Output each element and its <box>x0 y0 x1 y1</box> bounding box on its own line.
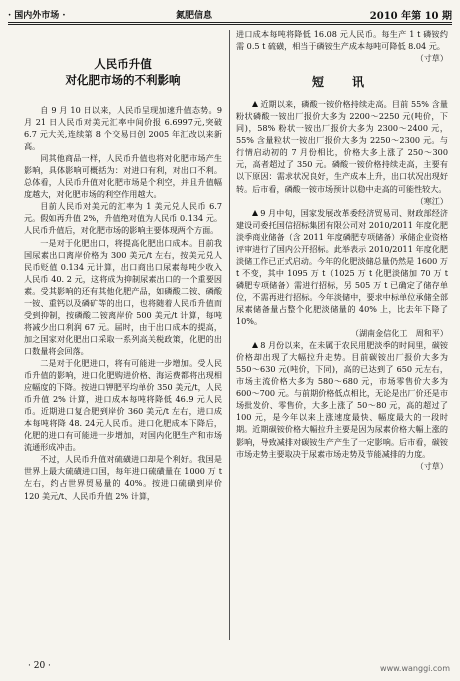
news-source: （寒江） <box>415 195 448 206</box>
journal-name: 氮肥信息 <box>176 11 213 21</box>
header-rule-double <box>8 24 452 25</box>
article-continuation: 进口成本每吨将降低 16.08 元人民币。每生产 1 t 磷铵约需 0.5 t 硫磺，相当于磷铵生产成本每吨可降低 8.04 元。 <box>236 29 448 52</box>
header-rule <box>8 22 452 23</box>
triangle-bullet-icon <box>252 101 258 107</box>
page-header <box>8 6 452 20</box>
watermark: www.wanggi.com <box>380 664 450 673</box>
article-paragraph: 不过，人民币升值对硫磺进口却是个利好。我国是世界上最大硫磺进口国，每年进口硫磺量在 1000 万 t 左右，约占世界贸易量的 40%。按进口硫磺到岸价 120 美元/t、人民币升值 2% 计算， <box>24 454 222 501</box>
article-source: （寸草） <box>415 53 448 64</box>
page-number: · 20 · <box>28 661 51 671</box>
news-item <box>236 98 448 194</box>
article-paragraph: 二是对于化肥进口，将有可能进一步增加。受人民币升值的影响，进口化肥购进价格、海运费都将出现相应幅度的下降。按进口钾肥平均单价 350 美元/t，人民币升值 2% 计算，进口成本每吨将降低 46.9 元人民币。近期进口复合肥到岸价 360 美元/t 左右，进口成本每吨将降 48. 24元人民币。进口化肥成本下降后，化肥的进口有可能进一步增加，对国内化肥生产和市场流通形成冲击。 <box>24 357 222 453</box>
article-paragraph: 目前人民币对美元的汇率为 1 美元兑人民币 6.7 元。假如再升值 2%，升值绝对值为人民币 0.134 元。人民币升值后，对化肥市场的影响主要体现两个方面。 <box>24 201 222 236</box>
news-item <box>236 339 448 459</box>
news-section-title: 短 讯 <box>311 75 372 90</box>
triangle-bullet-icon <box>252 342 258 348</box>
news-text: 9 月中旬，国家发展改革委经济贸易司、财政部经济建设司委托国信招标集团有限公司对 2010/2011 年度化肥淡季商业储备（含 2011 年度磷肥专项储备）承储企业资格评审进行了国内公开招标。此举表示 2010/2011 年度化肥淡储工作已正式启动。今年的化肥淡储总量仍然是 1600 万 t 不变，其中 1095 万 t（1025 万 t 化肥淡储加 70 万 t 磷肥专项储备）需进行招标，另 505 万 t 已确定了储存单位，不需再进行招标。今年淡储中，要求中标单位承储全部尿素储备量占整个化肥淡储量的 40% 上，比去年下降了 10%。 <box>236 207 448 327</box>
section-label: · 国内外市场 · <box>8 11 66 21</box>
news-source: （寸草） <box>415 460 448 471</box>
news-item <box>236 207 448 327</box>
news-source: （湖南金信化工 周和平） <box>350 328 448 339</box>
column-divider <box>229 30 230 640</box>
article-paragraph: 一是对于化肥出口，将提高化肥出口成本。目前我国尿素出口离岸价格为 300 美元/t 左右，按美元兑人民币贬值 0.134 元计算，出口商出口尿素每吨少收入人民币 40. 2 元，这将成为抑制尿素出口的一个重要因素。受其影响的还有其他化肥产品，如磷酸二铵、磷酸一铵、重钙以及磷矿等的出口，也将随着人民币升值而受到抑制，按磷酸二铵离岸价 500 美元/t 计算，每吨将减少出口利润 67 元。届时，由于出口成本的提高，加之国家对化肥出口采取一系列高关税政策，化肥的出口数量将会回落。 <box>24 237 222 356</box>
news-text: 近期以来，磷酸一铵价格持续走高。目前 55% 含量粉状磷酸一铵出厂报价大多为 2200～2250 元(吨价，下同)，58% 粉状一铵出厂报价大多为 2300～2400 元，55% 含量粒状一铵出厂报价大多为 2250～2300 元。与行情启动初的 7 月份相比，价格大多上涨了 250～300 元，高者超过了 350 元。磷酸一铵价格持续走高，主要有以下原因：需求状况良好，生产成本上升，出口状况出现好转。后市看，磷酸一铵市场预计以稳中走高的可能性较大。 <box>236 99 448 194</box>
article-column <box>24 28 222 502</box>
triangle-bullet-icon <box>252 210 258 216</box>
article-paragraph: 自 9 月 10 日以来，人民币呈现加速升值态势。9 月 21 日人民币对美元汇率中间价报 6.6997元,突破 6.7 元大关,连续第 8 个交易日创 2005 年汇改以来新高。 <box>24 105 222 152</box>
news-text: 8 月份以来，在未属于农民用肥淡季的时间里，碳铵价格却出现了大幅拉升走势。目前碳铵出厂报价大多为 550～630 元(吨价，下同)，高的已达到了 650 元左右，市场主流价格大多为 580～680 元，市场零售价大多为 600～700 元。与前期价格低点相比，无论是出厂价还是市场批发价、零售价，大多上涨了 50～80 元，高的超过了 100 元，是今年以来上涨速度最快、幅度最大的一段时期。近期碳铵价格大幅拉升主要是因为尿素价格大幅上涨的影响，导致减排对碳铵生产产生了一定影响。后市看，碳铵市场走势主要取决于尿素市场走势及节能减排的力度。 <box>236 340 448 459</box>
article-paragraph: 同其他商品一样，人民币升值也将对化肥市场产生影响，具体影响可概括为：对进口有利，对出口不利。总体看，人民币升值对化肥市场是个利空，并且升值幅度越大，对化肥市场的利空作用越大。 <box>24 153 222 200</box>
news-column <box>236 28 448 472</box>
issue-label: 2010 年第 10 期 <box>369 11 452 22</box>
article-title-line2: 对化肥市场的不利影响 <box>65 73 181 87</box>
article-title-line1: 人民币升值 <box>94 57 152 71</box>
